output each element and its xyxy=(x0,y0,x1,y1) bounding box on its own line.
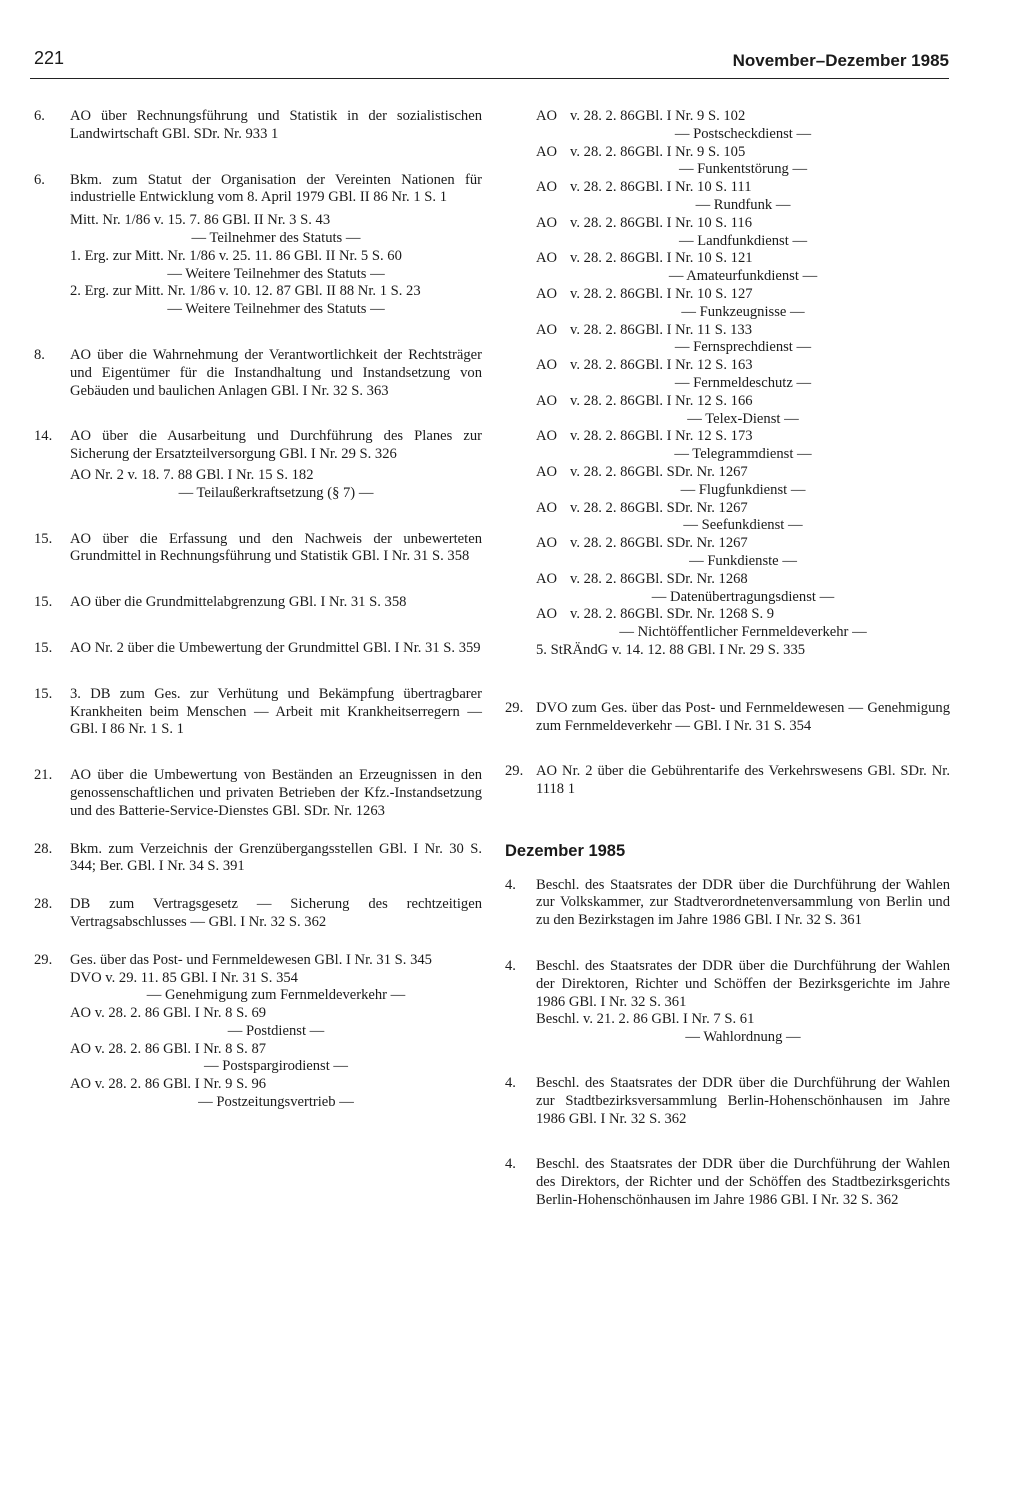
header-rule xyxy=(30,78,949,79)
ao-topic: — Nichtöffentlicher Fernmeldeverkehr — xyxy=(619,624,867,641)
ao-item xyxy=(536,322,950,358)
entry-date: 15. xyxy=(34,530,53,547)
ao-item xyxy=(536,428,950,464)
entry xyxy=(505,763,950,799)
ao-label: AO xyxy=(536,179,558,196)
ao-topic: — Funkzeugnisse — xyxy=(681,303,805,320)
ao-ref: GBl. I Nr. 11 S. 133 xyxy=(635,321,753,338)
ao-item xyxy=(536,286,950,322)
entry xyxy=(34,594,482,612)
subentry-topic: — Postdienst — xyxy=(227,1022,325,1039)
entry-text: Beschl. des Staatsrates der DDR über die Durchführung der Wahlen der Direktoren, Richter und Schöffen der Bezirksgerichte im Jahre 1986 GBl. I Nr. 32 S. 361 xyxy=(536,958,950,1010)
ao-ref: GBl. SDr. Nr. 1267 xyxy=(635,463,748,480)
ao-list xyxy=(536,108,950,660)
entry xyxy=(505,1075,950,1128)
ao-topic: — Fernmeldeschutz — xyxy=(674,374,812,391)
subentry: 2. Erg. zur Mitt. Nr. 1/86 v. 10. 12. 87 GBl. II 88 Nr. 1 S. 23 xyxy=(70,283,421,300)
entry-text: DVO zum Ges. über das Post- und Fernmeldewesen — Genehmigung zum Fernmeldeverkehr — GBl. I Nr. 31 S. 354 xyxy=(536,699,950,734)
entry-text: Beschl. des Staatsrates der DDR über die Durchführung der Wahlen des Direktors, der Richter und der Schöffen des Stadtbezirksgerichts Berlin-Hohenschönhausen im Jahre 1986 GBl. I Nr. 32 S. 362 xyxy=(536,1156,950,1209)
ao-item xyxy=(536,357,950,393)
entry-date: 15. xyxy=(34,594,53,611)
entry-date: 28. xyxy=(34,896,53,913)
ao-item xyxy=(536,179,950,215)
entry xyxy=(505,700,950,736)
entry-date: 29. xyxy=(505,699,524,716)
ao-ref: GBl. SDr. Nr. 1267 xyxy=(635,535,748,552)
ao-label: AO xyxy=(536,143,558,160)
subentry-topic: — Postzeitungsvertrieb — xyxy=(198,1094,354,1111)
entry xyxy=(505,958,950,1011)
entry-text: Beschl. des Staatsrates der DDR über die Durchführung der Wahlen zur Stadtbezirksversammlung Berlin-Hohenschönhausen im Jahre 1986 GBl. I Nr. 32 S. 362 xyxy=(536,1075,950,1127)
ao-ref: GBl. SDr. Nr. 1268 S. 9 xyxy=(635,606,775,623)
ao-item xyxy=(536,108,950,144)
ao-topic: — Datenübertragungsdienst — xyxy=(651,588,835,605)
ao-date: v. 28. 2. 86 xyxy=(570,214,635,231)
ao-item xyxy=(536,535,950,571)
subentry: AO v. 28. 2. 86 GBl. I Nr. 8 S. 87 xyxy=(70,1040,267,1057)
entry-date: 6. xyxy=(34,108,45,124)
subentry: Mitt. Nr. 1/86 v. 15. 7. 86 GBl. II Nr. 3 S. 43 xyxy=(70,212,331,229)
subentry-topic: — Wahlordnung — xyxy=(685,1029,801,1046)
subentry-topic: — Postspargirodienst — xyxy=(203,1058,349,1075)
subentry-topic: — Weitere Teilnehmer des Statuts — xyxy=(167,265,385,282)
subentry-topic: — Teilnehmer des Statuts — xyxy=(191,229,361,246)
ao-date: v. 28. 2. 86 xyxy=(570,108,635,124)
ao-topic: — Amateurfunkdienst — xyxy=(668,268,818,285)
ao-date: v. 28. 2. 86 xyxy=(570,250,635,267)
entry xyxy=(34,686,482,739)
entry xyxy=(34,767,482,820)
entry xyxy=(34,347,482,400)
page-number: 221 xyxy=(34,48,65,68)
entry-subentries xyxy=(536,1011,950,1047)
ao-date: v. 28. 2. 86 xyxy=(570,285,635,302)
entry-date: 4. xyxy=(505,958,516,975)
entry-text: AO Nr. 2 über die Gebührentarife des Verkehrswesens GBl. SDr. Nr. 1118 1 xyxy=(536,763,950,798)
ao-topic: — Telex-Dienst — xyxy=(687,410,799,427)
entry-text: AO über die Grundmittelabgrenzung GBl. I Nr. 31 S. 358 xyxy=(70,594,407,611)
subentry-topic: — Weitere Teilnehmer des Statuts — xyxy=(167,301,385,318)
ao-ref: GBl. I Nr. 12 S. 163 xyxy=(635,357,753,374)
left-column xyxy=(34,108,482,1112)
entry xyxy=(34,531,482,567)
ao-item xyxy=(536,215,950,251)
entry-text: AO über die Wahrnehmung der Verantwortlichkeit der Rechtsträger und Eigentümer für die Instandhaltung und Instandsetzung von Gebäuden und baulichen Anlagen GBl. I Nr. 32 S. 363 xyxy=(70,346,482,399)
entry-subentries xyxy=(70,212,482,319)
ao-label: AO xyxy=(536,428,558,445)
ao-date: v. 28. 2. 86 xyxy=(570,570,635,587)
entry-date: 4. xyxy=(505,876,516,893)
ao-item xyxy=(536,606,950,642)
subentry: AO v. 28. 2. 86 GBl. I Nr. 8 S. 69 xyxy=(70,1005,267,1022)
entry xyxy=(505,877,950,930)
subentry: DVO v. 29. 11. 85 GBl. I Nr. 31 S. 354 xyxy=(70,969,298,986)
ao-topic: — Funkentstörung — xyxy=(678,161,808,178)
ao-ref: GBl. I Nr. 10 S. 111 xyxy=(635,179,752,196)
entry-subentries xyxy=(70,970,482,1112)
ao-topic: — Landfunkdienst — xyxy=(678,232,808,249)
subentry: AO Nr. 2 v. 18. 7. 88 GBl. I Nr. 15 S. 182 xyxy=(70,466,314,483)
ao-label: AO xyxy=(536,570,558,587)
entry xyxy=(34,640,482,658)
subentry: AO v. 28. 2. 86 GBl. I Nr. 9 S. 96 xyxy=(70,1076,267,1093)
section-heading: Dezember 1985 xyxy=(505,841,626,860)
ao-item xyxy=(536,500,950,536)
ao-ref: GBl. I Nr. 10 S. 121 xyxy=(635,250,753,267)
ao-date: v. 28. 2. 86 xyxy=(570,179,635,196)
entry-date: 29. xyxy=(34,951,53,968)
ao-ref: GBl. I Nr. 10 S. 116 xyxy=(635,214,753,231)
subentry-topic: — Genehmigung zum Fernmeldeverkehr — xyxy=(146,987,406,1004)
ao-date: v. 28. 2. 86 xyxy=(570,428,635,445)
ao-item xyxy=(536,250,950,286)
ao-topic: — Telegrammdienst — xyxy=(674,446,812,463)
entry-date: 6. xyxy=(34,171,45,188)
entry-date: 8. xyxy=(34,346,45,363)
entry xyxy=(34,428,482,464)
ao-date: v. 28. 2. 86 xyxy=(570,499,635,516)
ao-ref: GBl. I Nr. 12 S. 173 xyxy=(635,428,753,445)
ao-date: v. 28. 2. 86 xyxy=(570,606,635,623)
entry-text: Beschl. des Staatsrates der DDR über die Durchführung der Wahlen zur Volkskammer, zur Stadtverordnetenversammlung von Berlin und zu den Bezirkstagen im Jahre 1986 GBl. I Nr. 32 S. 361 xyxy=(536,876,950,929)
ao-date: v. 28. 2. 86 xyxy=(570,535,635,552)
entry xyxy=(34,172,482,208)
ao-label: AO xyxy=(536,463,558,480)
entry xyxy=(34,952,482,970)
entry-text: 3. DB zum Ges. zur Verhütung und Bekämpfung übertragbarer Krankheiten beim Menschen — Arbeit mit Krankheitserregern — GBl. I 86 Nr. 1 S. 1 xyxy=(70,685,482,738)
entry-text: AO Nr. 2 über die Umbewertung der Grundmittel GBl. I Nr. 31 S. 359 xyxy=(70,639,481,656)
ao-ref: GBl. SDr. Nr. 1268 xyxy=(635,570,748,587)
entry-date: 29. xyxy=(505,763,524,780)
ao-topic: — Flugfunkdienst — xyxy=(680,481,806,498)
ao-ref: GBl. I Nr. 12 S. 166 xyxy=(635,392,753,409)
entry-text: AO über die Ausarbeitung und Durchführung des Planes zur Sicherung der Ersatzteilversorgung GBl. I Nr. 29 S. 326 xyxy=(70,428,482,463)
entry-text: AO über Rechnungsführung und Statistik in der sozialistischen Landwirtschaft GBl. SDr. Nr. 933 1 xyxy=(70,108,482,142)
ao-topic: — Rundfunk — xyxy=(695,196,791,213)
entry xyxy=(34,108,482,144)
ao-item xyxy=(536,571,950,607)
entry-text: Bkm. zum Verzeichnis der Grenzübergangsstellen GBl. I Nr. 30 S. 344; Ber. GBl. I Nr. 34 S. 391 xyxy=(70,840,482,875)
entry-subentries xyxy=(70,467,482,503)
ao-topic: — Funkdienste — xyxy=(689,552,797,569)
ao-label: AO xyxy=(536,499,558,516)
strandg-line: 5. StRÄndG v. 14. 12. 88 GBl. I Nr. 29 S. 335 xyxy=(536,641,806,658)
ao-label: AO xyxy=(536,357,558,374)
entry-text: AO über die Erfassung und den Nachweis der unbewerteten Grundmittel in Rechnungsführung und Statistik GBl. I Nr. 31 S. 358 xyxy=(70,530,482,565)
page-header-title: November–Dezember 1985 xyxy=(732,51,949,70)
ao-date: v. 28. 2. 86 xyxy=(570,392,635,409)
entry xyxy=(34,841,482,877)
entry-date: 21. xyxy=(34,767,53,784)
ao-item xyxy=(536,464,950,500)
ao-label: AO xyxy=(536,285,558,302)
entry-date: 15. xyxy=(34,685,53,702)
entry-text: Bkm. zum Statut der Organisation der Vereinten Nationen für industrielle Entwicklung vom 8. April 1979 GBl. II 86 Nr. 1 S. 1 xyxy=(70,171,482,206)
ao-ref: GBl. I Nr. 9 S. 102 xyxy=(635,108,746,124)
ao-topic: — Fernsprechdienst — xyxy=(674,339,812,356)
ao-label: AO xyxy=(536,606,558,623)
ao-label: AO xyxy=(536,535,558,552)
entry-date: 14. xyxy=(34,428,53,445)
ao-date: v. 28. 2. 86 xyxy=(570,143,635,160)
entry-date: 4. xyxy=(505,1156,516,1173)
entry-text: Ges. über das Post- und Fernmeldewesen GBl. I Nr. 31 S. 345 xyxy=(70,951,432,968)
ao-item xyxy=(536,393,950,429)
ao-date: v. 28. 2. 86 xyxy=(570,321,635,338)
ao-ref: GBl. I Nr. 9 S. 105 xyxy=(635,143,746,160)
ao-label: AO xyxy=(536,108,558,124)
entry-date: 4. xyxy=(505,1075,516,1092)
entry-date: 28. xyxy=(34,840,53,857)
ao-ref: GBl. I Nr. 10 S. 127 xyxy=(635,285,753,302)
subentry: Beschl. v. 21. 2. 86 GBl. I Nr. 7 S. 61 xyxy=(536,1011,755,1028)
entry xyxy=(34,896,482,932)
ao-label: AO xyxy=(536,214,558,231)
entry-text: AO über die Umbewertung von Beständen an Erzeugnissen in den genossenschaftlichen und privaten Betrieben der Kfz.-Instandsetzung und des Batterie-Service-Dienstes GBl. SDr. Nr. 1263 xyxy=(70,767,482,819)
entry-text: DB zum Vertragsgesetz — Sicherung des rechtzeitigen Vertragsabschlusses — GBl. I Nr. 32 S. 362 xyxy=(70,896,482,930)
ao-topic: — Seefunkdienst — xyxy=(683,517,803,534)
subentry-topic: — Teilaußerkraftsetzung (§ 7) — xyxy=(178,484,374,501)
ao-topic: — Postscheckdienst — xyxy=(674,125,812,142)
ao-label: AO xyxy=(536,392,558,409)
entry-date: 15. xyxy=(34,639,53,656)
entry xyxy=(505,1156,950,1209)
ao-date: v. 28. 2. 86 xyxy=(570,463,635,480)
ao-label: AO xyxy=(536,321,558,338)
ao-date: v. 28. 2. 86 xyxy=(570,357,635,374)
ao-label: AO xyxy=(536,250,558,267)
subentry: 1. Erg. zur Mitt. Nr. 1/86 v. 25. 11. 86 GBl. II Nr. 5 S. 60 xyxy=(70,247,402,264)
right-column xyxy=(505,108,950,1210)
ao-item xyxy=(536,144,950,180)
ao-ref: GBl. SDr. Nr. 1267 xyxy=(635,499,748,516)
